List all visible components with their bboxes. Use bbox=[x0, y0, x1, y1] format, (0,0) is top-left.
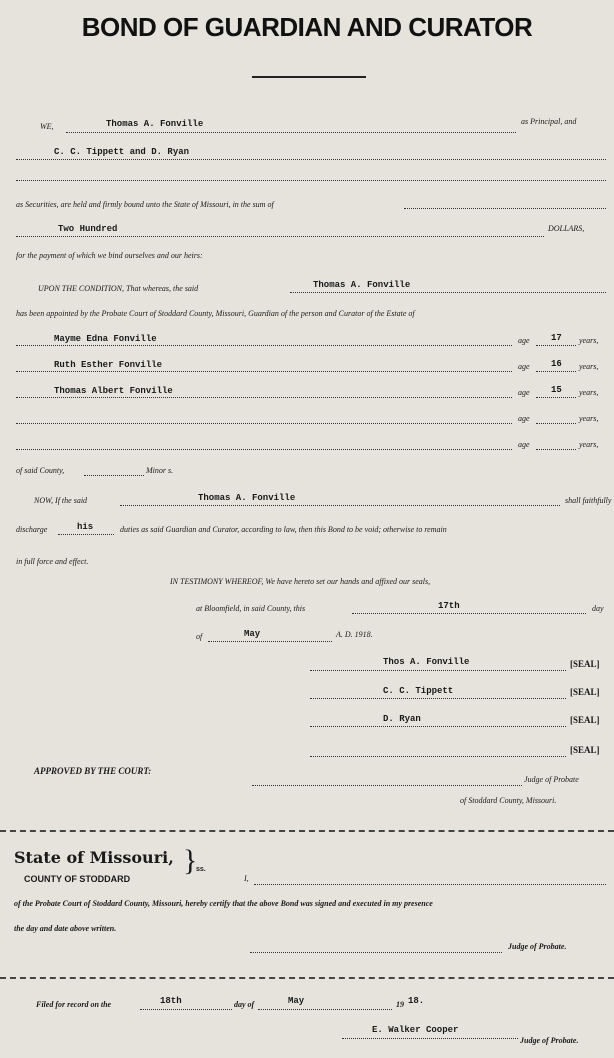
guardian-line bbox=[290, 292, 606, 293]
age-label: age bbox=[518, 414, 530, 423]
minor-name: Ruth Esther Fonville bbox=[54, 360, 163, 370]
certificate-i-label: I, bbox=[244, 874, 249, 883]
section-divider-2 bbox=[0, 977, 614, 979]
testimony-text: IN TESTIMONY WHEREOF, We have hereto set our hands and affixed our seals, bbox=[170, 577, 431, 586]
as-principal-label: as Principal, and bbox=[521, 117, 577, 126]
age-label: age bbox=[518, 388, 530, 397]
years-label: years, bbox=[579, 414, 599, 423]
filed-text: Filed for record on the bbox=[36, 1000, 112, 1009]
age-label: age bbox=[518, 362, 530, 371]
section-divider bbox=[0, 830, 614, 832]
approved-label: APPROVED BY THE COURT: bbox=[34, 766, 152, 776]
certificate-text-2: the day and date above written. bbox=[14, 924, 117, 933]
minor-name: Mayme Edna Fonville bbox=[54, 334, 157, 344]
minor-age: 17 bbox=[551, 333, 562, 343]
now-name: Thomas A. Fonville bbox=[198, 493, 296, 503]
discharge-label: discharge bbox=[16, 525, 48, 534]
years-label: years, bbox=[579, 362, 599, 371]
seal-label: [SEAL] bbox=[570, 745, 600, 755]
signature-name: D. Ryan bbox=[383, 714, 421, 724]
sureties-line-2 bbox=[16, 180, 606, 181]
minor-age: 16 bbox=[551, 359, 562, 369]
force-text: in full force and effect. bbox=[16, 557, 89, 566]
filed-day: 18th bbox=[160, 996, 182, 1006]
testimony-day: 17th bbox=[438, 601, 460, 611]
certificate-judge-label: Judge of Probate. bbox=[508, 942, 567, 951]
principal-line bbox=[66, 132, 516, 133]
filed-day-label: day of bbox=[234, 1000, 255, 1009]
faithfully-label: shall faithfully bbox=[565, 496, 612, 505]
years-label: years, bbox=[579, 388, 599, 397]
securities-text: as Securities, are held and firmly bound unto the State of Missouri, in the sum of bbox=[16, 200, 274, 209]
clerk-name: E. Walker Cooper bbox=[372, 1025, 459, 1035]
sureties-names: C. C. Tippett and D. Ryan bbox=[54, 147, 190, 157]
filed-month: May bbox=[288, 996, 305, 1006]
filed-judge-label: Judge of Probate. bbox=[520, 1036, 579, 1045]
years-label: years, bbox=[579, 336, 599, 345]
filed-year-prefix: 19 bbox=[396, 1000, 404, 1009]
county-text: of said County, bbox=[16, 466, 65, 475]
we-label: WE, bbox=[40, 122, 54, 131]
ss-label: ss. bbox=[196, 866, 206, 873]
filed-year: 18. bbox=[408, 996, 425, 1006]
day-label: day bbox=[592, 604, 604, 613]
minor-name: Thomas Albert Fonville bbox=[54, 386, 173, 396]
dollars-label: DOLLARS, bbox=[548, 224, 585, 233]
testimony-month: May bbox=[244, 629, 261, 639]
ad-year: A. D. 1918. bbox=[336, 630, 373, 639]
certificate-state: State of Missouri, bbox=[14, 848, 174, 867]
principal-name: Thomas A. Fonville bbox=[106, 119, 204, 129]
now-text: NOW, If the said bbox=[34, 496, 88, 505]
sureties-line bbox=[16, 159, 606, 160]
signature-name: Thos A. Fonville bbox=[383, 657, 470, 667]
seal-label: [SEAL] bbox=[570, 659, 600, 669]
approval-county: of Stoddard County, Missouri. bbox=[460, 796, 557, 805]
title-rule bbox=[252, 76, 366, 78]
place-text: at Bloomfield, in said County, this bbox=[196, 604, 306, 613]
age-label: age bbox=[518, 440, 530, 449]
brace-icon: } bbox=[183, 844, 198, 877]
minors-label: Minor s. bbox=[146, 466, 174, 475]
approval-judge-label: Judge of Probate bbox=[524, 775, 579, 784]
of-label: of bbox=[196, 632, 203, 641]
appointed-text: has been appointed by the Probate Court of Stoddard County, Missouri, Guardian of the person and Curator of the Estate of bbox=[16, 309, 415, 318]
sum-value: Two Hundred bbox=[58, 224, 118, 234]
certificate-text: of the Probate Court of Stoddard County, Missouri, hereby certify that the above Bond was signed and executed in my presence bbox=[14, 899, 433, 908]
guardian-name: Thomas A. Fonville bbox=[313, 280, 411, 290]
age-label: age bbox=[518, 336, 530, 345]
sum-line-1 bbox=[404, 208, 606, 209]
pronoun-value: his bbox=[77, 522, 94, 532]
duties-text: duties as said Guardian and Curator, according to law, then this Bond to be void; otherwise to remain bbox=[120, 525, 447, 534]
document-title: BOND OF GUARDIAN AND CURATOR bbox=[81, 12, 533, 42]
condition-text: UPON THE CONDITION, That whereas, the said bbox=[38, 284, 199, 293]
sum-line bbox=[16, 236, 544, 237]
seal-label: [SEAL] bbox=[570, 715, 600, 725]
minor-age: 15 bbox=[551, 385, 562, 395]
payment-text: for the payment of which we bind ourselves and our heirs: bbox=[16, 251, 203, 260]
seal-label: [SEAL] bbox=[570, 687, 600, 697]
years-label: years, bbox=[579, 440, 599, 449]
certificate-county: COUNTY OF STODDARD bbox=[24, 874, 131, 884]
signature-name: C. C. Tippett bbox=[383, 686, 454, 696]
